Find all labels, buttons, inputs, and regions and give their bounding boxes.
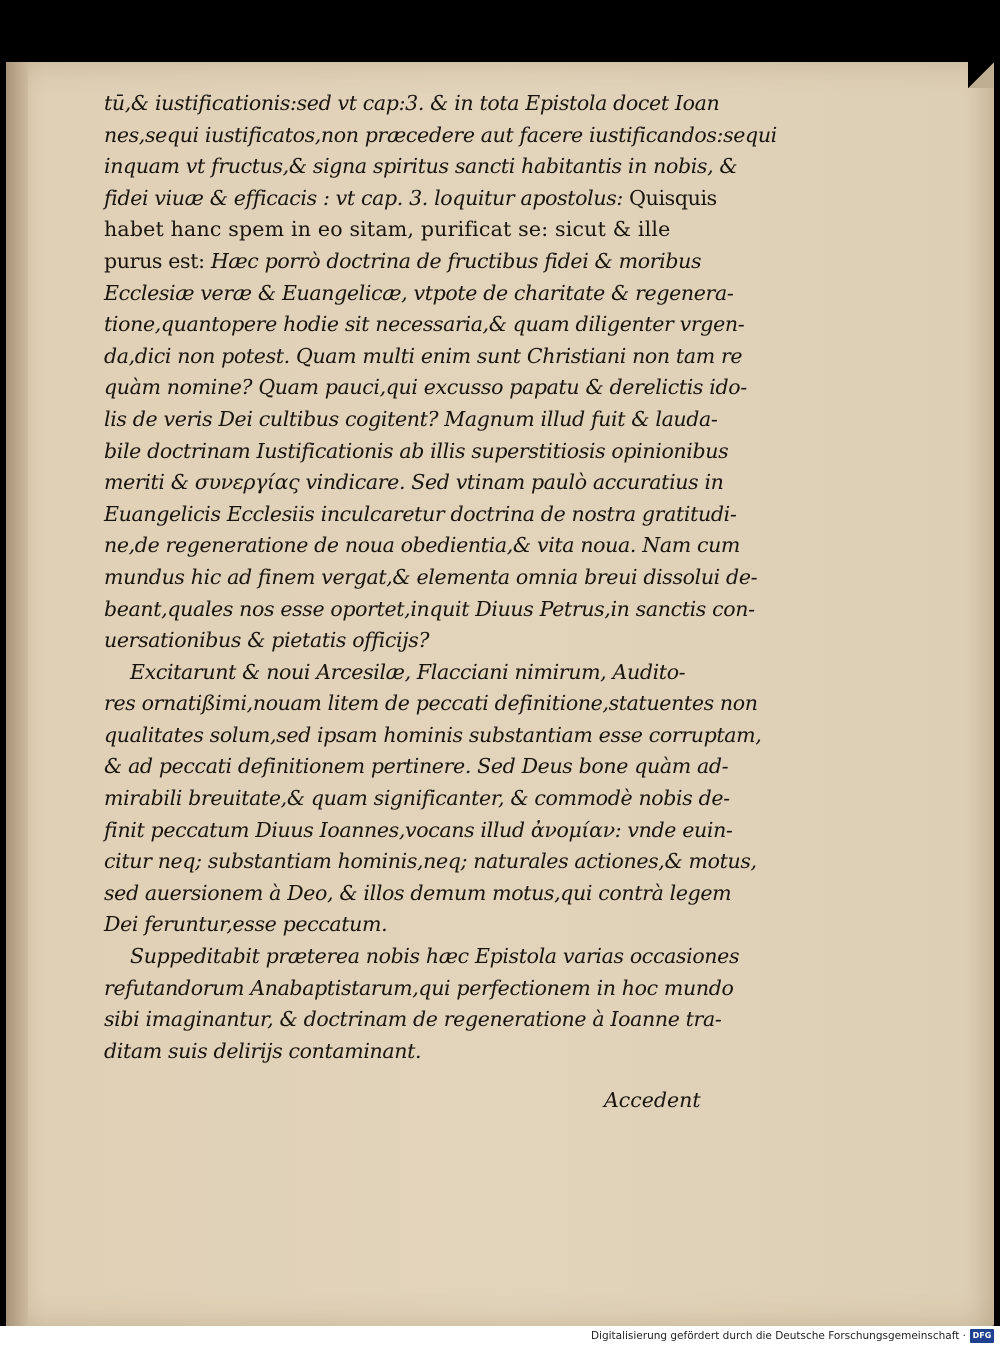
text-line: finit peccatum Diuus Ioannes,vocans illud ἀνομίαν: vnde euin- (104, 817, 733, 842)
text-line: Ecclesiæ veræ & Euangelicæ, vtpote de charitate & regenera- (104, 280, 734, 305)
dfg-logo-icon: DFG (970, 1329, 994, 1343)
text-line (104, 246, 704, 278)
text-line: beant,quales nos esse oportet,inquit Diuus Petrus,in sanctis con- (104, 596, 755, 621)
text-line: citur neq; substantiam hominis,neq; naturales actiones,& motus, (104, 849, 757, 874)
text-line: quàm nomine? Quam pauci,qui excusso papatu & derelictis ido- (104, 375, 747, 400)
text-line: meriti & συνεργίας vindicare. Sed vtinam paulò accuratius in (104, 470, 724, 495)
text-line: ne,de regeneratione de noua obedientia,& vita noua. Nam cum (104, 533, 741, 558)
text-line: & ad peccati definitionem pertinere. Sed Deus bone quàm ad- (104, 754, 729, 779)
text-line: Euangelicis Ecclesiis inculcaretur doctrina de nostra gratitudi- (104, 501, 737, 526)
page-corner-fold (968, 62, 994, 88)
paragraph-start: Suppeditabit præterea nobis hæc Epistola varias occasiones (130, 944, 740, 969)
text-line: uersationibus & pietatis officijs? (104, 628, 430, 653)
text-line-part: fidei viuæ & efficacis : vt cap. 3. loquitur apostolus: (104, 185, 623, 210)
text-line: res ornatißimi,nouam litem de peccati definitione,statuentes non (104, 691, 758, 716)
text-line: lis de veris Dei cultibus cogitent? Magnum illud fuit & lauda- (104, 406, 718, 431)
text-line-part: Hæc porrò doctrina de fructibus fidei & moribus (210, 248, 702, 273)
text-line: tione,quantopere hodie sit necessaria,& quam diligenter vrgen- (104, 312, 745, 337)
catchword: Accedent (604, 1088, 701, 1112)
text-line: bile doctrinam Iustificationis ab illis superstitiosis opinionibus (104, 438, 729, 463)
text-line: mirabili breuitate,& quam significanter, & commodè nobis de- (104, 786, 730, 811)
text-line (104, 183, 717, 215)
main-text-block (104, 88, 777, 1067)
funding-credit: Digitalisierung gefördert durch die Deutsche Forschungsgemeinschaft · (590, 1330, 966, 1342)
text-line: da,dici non potest. Quam multi enim sunt Christiani non tam re (104, 343, 743, 368)
text-line: tū,& iustificationis:sed vt cap:3. & in tota Epistola docet Ioan (104, 91, 720, 115)
text-line: nes,sequi iustificatos,non præcedere aut facere iustificandos:sequi (104, 122, 777, 147)
page-gutter (6, 62, 28, 1326)
text-line: sed auersionem à Deo, & illos demum motus,qui contrà legem (104, 880, 732, 905)
text-line: qualitates solum,sed ipsam hominis substantiam esse corruptam, (104, 722, 762, 747)
text-line: inquam vt fructus,& signa spiritus sancti habitantis in nobis, & (104, 154, 738, 179)
text-line-roman: Quisquis (629, 185, 717, 210)
text-line-roman: habet hanc spem in eo sitam, purificat se: sicut & ille (104, 217, 671, 242)
footer-bar (0, 1326, 1000, 1347)
paragraph-start: Excitarunt & noui Arcesilæ, Flacciani nimirum, Audito- (130, 659, 686, 684)
text-line: refutandorum Anabaptistarum,qui perfectionem in hoc mundo (104, 975, 734, 1000)
text-line: mundus hic ad finem vergat,& elementa omnia breui dissolui de- (104, 564, 758, 589)
text-line-roman: purus est: (104, 248, 205, 273)
text-line: Dei feruntur,esse peccatum. (104, 912, 388, 937)
text-line: ditam suis delirijs contaminant. (104, 1038, 422, 1063)
text-line: sibi imaginantur, & doctrinam de regeneratione à Ioanne tra- (104, 1007, 722, 1032)
